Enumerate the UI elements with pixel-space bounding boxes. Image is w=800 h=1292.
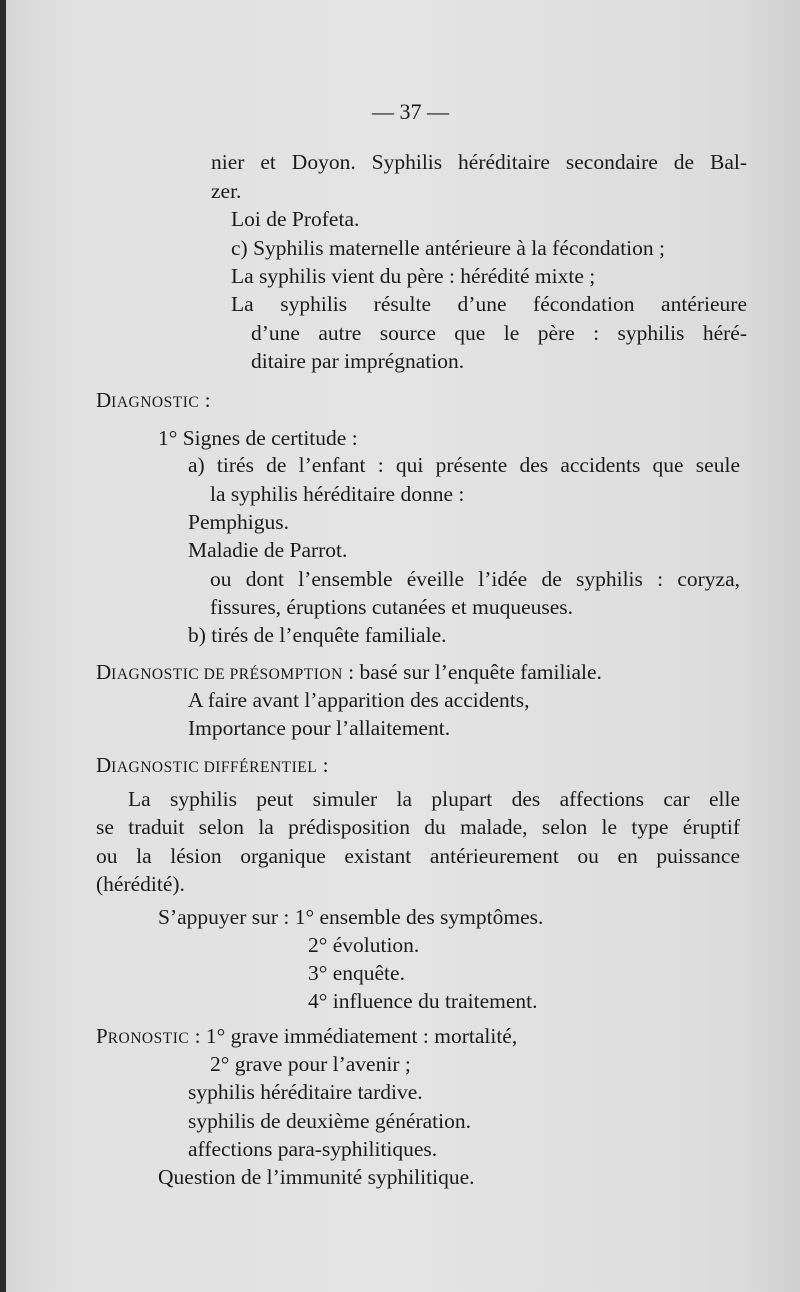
heading-suffix: : basé sur l’enquête familiale. xyxy=(342,660,602,684)
text-line: Maladie de Parrot. xyxy=(188,538,348,562)
text-line: 4° influence du traitement. xyxy=(308,989,538,1013)
text-line: la syphilis héréditaire donne : xyxy=(210,482,465,506)
heading-initial: P xyxy=(96,1024,108,1048)
book-page xyxy=(6,0,800,1292)
heading-suffix: : xyxy=(317,753,329,777)
heading-diagnostic-differentiel xyxy=(96,751,329,782)
text-line: b) tirés de l’enquête familiale. xyxy=(188,623,447,647)
text-line: fissures, éruptions cutanées et muqueuses. xyxy=(210,595,574,619)
text-line: syphilis de deuxième génération. xyxy=(188,1109,472,1133)
text-line: c) Syphilis maternelle antérieure à la fécondation ; xyxy=(231,236,665,260)
text-line: Loi de Profeta. xyxy=(231,207,360,231)
text-line: S’appuyer sur : 1° ensemble des symptômes. xyxy=(158,905,544,929)
text-line: syphilis héréditaire tardive. xyxy=(188,1080,423,1104)
text-line: ditaire par imprégnation. xyxy=(251,349,465,373)
heading-initial: D xyxy=(96,753,112,777)
text-line: Question de l’immunité syphilitique. xyxy=(158,1165,475,1189)
text-line: nier et Doyon. Syphilis héréditaire secondaire de Bal- xyxy=(211,150,747,174)
text-line: ou la lésion organique existant antérieurement ou en puissance xyxy=(96,844,740,868)
heading-small-caps: PRÉSOMPTION xyxy=(229,666,343,683)
heading-initial: D xyxy=(96,388,112,412)
text-line: (hérédité). xyxy=(96,872,185,896)
heading-small-caps: IAGNOSTIC xyxy=(111,759,200,776)
text-line: La syphilis peut simuler la plupart des affections car elle xyxy=(128,787,740,811)
heading-suffix: : 1° grave immédiatement : mortalité, xyxy=(189,1024,518,1048)
text-line: A faire avant l’apparition des accidents, xyxy=(188,688,530,712)
text-line: affections para-syphilitiques. xyxy=(188,1137,438,1161)
text-line: Pemphigus. xyxy=(188,510,289,534)
heading-diagnostic xyxy=(96,386,211,417)
text-line: zer. xyxy=(211,179,242,203)
text-line: 1° Signes de certitude : xyxy=(158,426,358,450)
text-line: Importance pour l’allaitement. xyxy=(188,716,451,740)
text-line: 3° enquête. xyxy=(308,961,405,985)
heading-suffix: : xyxy=(199,388,211,412)
text-line: 2° évolution. xyxy=(308,933,420,957)
text-line: ou dont l’ensemble éveille l’idée de syphilis : coryza, xyxy=(210,567,740,591)
heading-small-caps: IAGNOSTIC xyxy=(111,666,200,683)
text-line: a) tirés de l’enfant : qui présente des accidents que seule xyxy=(188,453,740,477)
heading-small-caps: IAGNOSTIC xyxy=(111,394,200,411)
text-line: se traduit selon la prédisposition du malade, selon le type éruptif xyxy=(96,815,740,839)
heading-pronostic xyxy=(96,1022,517,1053)
text-line: La syphilis résulte d’une fécondation antérieure xyxy=(231,292,747,316)
heading-small-caps: DE xyxy=(199,666,230,683)
text-line: d’une autre source que le père : syphilis héré- xyxy=(251,321,747,345)
heading-small-caps: RONOSTIC xyxy=(107,1030,190,1047)
heading-initial: D xyxy=(96,660,112,684)
heading-small-caps: DIFFÉRENTIEL xyxy=(199,759,318,776)
text-line: 2° grave pour l’avenir ; xyxy=(210,1052,411,1076)
page-number: — 37 — xyxy=(372,99,449,124)
heading-diagnostic-presomption xyxy=(96,658,602,689)
text-line: La syphilis vient du père : hérédité mixte ; xyxy=(231,264,596,288)
